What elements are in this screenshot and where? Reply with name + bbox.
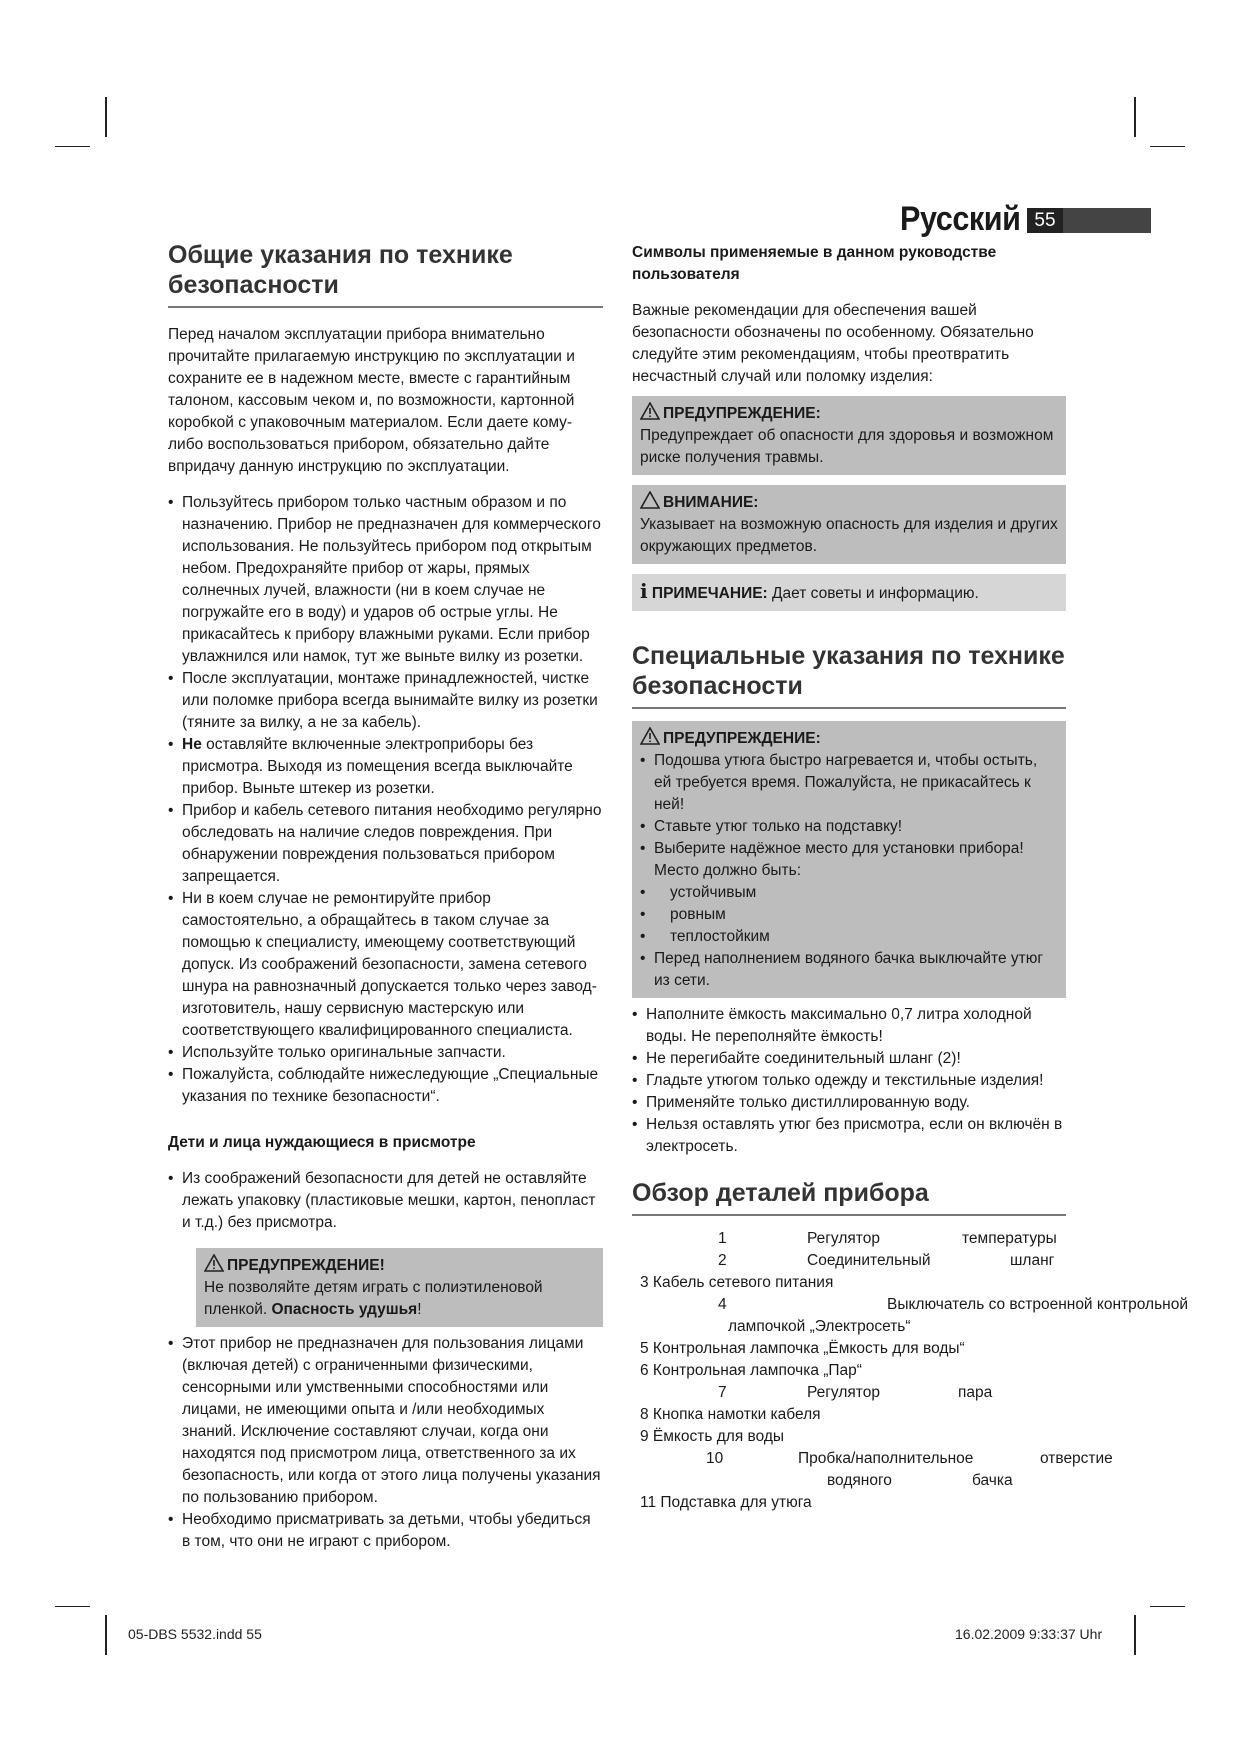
list-item: • Используйте только оригинальные запчасти.	[168, 1042, 603, 1064]
warning-title: ПРЕДУПРЕЖДЕНИЕ:	[640, 402, 1058, 425]
crop-mark	[105, 1615, 107, 1655]
list-item: • Выберите надёжное место для установки прибора! Место должно быть:	[640, 838, 1058, 882]
part-2: 2 Соединительный шланг	[718, 1252, 1055, 1269]
crop-mark	[55, 146, 90, 147]
children-list-2	[168, 1333, 603, 1553]
caution-legend-box	[632, 485, 1066, 564]
crop-mark	[1134, 1615, 1136, 1655]
list-item: • Пожалуйста, соблюдайте нижеследующие „Специальные указания по технике безопасности“.	[168, 1064, 603, 1108]
list-item: • Не оставляйте включенные электроприборы без присмотра. Выходя из помещения всегда выключайте прибор. Выньте штекер из розетки.	[168, 734, 603, 800]
list-item: • теплостойким	[640, 926, 1058, 948]
caution-triangle-icon	[640, 491, 660, 509]
list-item: • Подошва утюга быстро нагревается и, чтобы остыть, ей требуется время. Пожалуйста, не прикасайтесь к ней!	[640, 750, 1058, 816]
part-3: 3 Кабель сетевого питания	[640, 1274, 834, 1291]
list-item: • Гладьте утюгом только одежду и текстильные изделия!	[632, 1070, 1066, 1092]
special-safety-title: Специальные указания по технике безопасности	[632, 641, 1066, 709]
part-7: 7 Регулятор пара	[718, 1384, 993, 1401]
intro-paragraph: Перед началом эксплуатации прибора внимательно прочитайте прилагаемую инструкцию по эксплуатации и сохраните ее в надежном месте, вместе с гарантийным талоном, кассовым чеком и, по возможности, картонной коробкой с упаковочным материалом. Если даете кому-либо воспользоваться прибором, обязательно дайте впридачу данную инструкцию по эксплуатации.	[168, 326, 575, 475]
children-list	[168, 1168, 603, 1234]
warning-triangle-icon	[640, 402, 660, 420]
special-warning-list-end	[640, 948, 1058, 992]
crop-mark	[1150, 1606, 1185, 1607]
list-item: • Не перегибайте соединительный шланг (2)!	[632, 1048, 1066, 1070]
note-legend-box	[632, 574, 1066, 611]
list-item: • Этот прибор не предназначен для пользования лицами (включая детей) с ограниченными физическими, сенсорными или умственными способностями или лицами, не имеющими опыта и /или необходимых знаний. Исключение составляют случаи, когда они находятся под присмотром лица, ответственного за их безопасность, или когда от этого лица получены указания по пользованию прибором.	[168, 1333, 603, 1509]
part-1: 1 Регулятор температуры	[718, 1230, 1057, 1247]
crop-mark	[1134, 97, 1136, 137]
part-5: 5 Контрольная лампочка „Ёмкость для воды“	[640, 1340, 965, 1357]
symbols-intro: Важные рекомендации для обеспечения вашей безопасности обозначены по особенному. Обязательно следуйте этим рекомендациям, чтобы преотвратить несчастный случай или поломку изделия:	[632, 302, 1034, 385]
list-item: • Из соображений безопасности для детей не оставляйте лежать упаковку (пластиковые мешки, картон, пенопласт и т.д.) без присмотра.	[168, 1168, 603, 1234]
list-item: • Необходимо присматривать за детьми, чтобы убедиться в том, что они не играют с прибором.	[168, 1509, 603, 1553]
children-title: Дети и лица нуждающиеся в присмотре	[168, 1134, 476, 1151]
general-safety-title: Общие указания по технике безопасности	[168, 240, 603, 308]
place-requirements-list	[640, 882, 1058, 948]
left-column	[168, 240, 603, 1553]
part-4-cont: лампочкой „Электросеть“	[728, 1318, 911, 1335]
list-item: • Пользуйтесь прибором только частным образом и по назначению. Прибор не предназначен для коммерческого использования. Не пользуйтесь прибором под открытым небом. Предохраняйте прибор от жары, прямых солнечных лучей, влажности (ни в коем случае не погружайте его в воду) и ударов об острые углы. Не прикасайтесь к прибору влажными руками. Если прибор увлажнился или намок, тут же выньте вилку из розетки.	[168, 492, 603, 668]
list-item: • После эксплуатации, монтаже принадлежностей, чистке или поломке прибора всегда вынимайте вилку из розетки (тяните за вилку, а не за кабель).	[168, 668, 603, 734]
parts-list	[632, 1228, 1188, 1518]
safety-list	[168, 492, 603, 1108]
crop-mark	[1150, 146, 1185, 147]
part-10-cont: водяного бачка	[827, 1472, 1013, 1489]
warning-title: ПРЕДУПРЕЖДЕНИЕ:	[640, 727, 1058, 750]
overview-title: Обзор деталей прибора	[632, 1178, 1066, 1216]
note-text: Дает советы и информацию.	[772, 585, 979, 602]
crop-mark	[55, 1606, 90, 1607]
page-number: 55	[1027, 208, 1063, 233]
list-item: • ровным	[640, 904, 1058, 926]
footer-file: 05-DBS 5532.indd 55	[128, 1626, 262, 1642]
part-8: 8 Кнопка намотки кабеля	[640, 1406, 821, 1423]
list-item: • Перед наполнением водяного бачка выключайте утюг из сети.	[640, 948, 1058, 992]
symbols-title: Символы применяемые в данном руководстве пользователя	[632, 244, 997, 283]
warning-text: Не позволяйте детям играть с полиэтиленовой пленкой. Опасность удушья!	[204, 1279, 543, 1318]
crop-mark	[105, 97, 107, 137]
warning-triangle-icon	[640, 727, 660, 745]
warning-triangle-icon	[204, 1254, 224, 1272]
caution-title: ВНИМАНИЕ:	[640, 491, 1058, 514]
part-6: 6 Контрольная лампочка „Пар“	[640, 1362, 862, 1379]
footer-date: 16.02.2009 9:33:37 Uhr	[955, 1626, 1103, 1642]
warning-legend-box	[632, 396, 1066, 475]
list-item: • Наполните ёмкость максимально 0,7 литра холодной воды. Не переполняйте ёмкость!	[632, 1004, 1066, 1048]
list-item: • Ни в коем случае не ремонтируйте прибор самостоятельно, а обращайтесь в таком случае за помощью к специалисту, имеющему соответствующий допуск. Из соображений безопасности, замена сетевого шнура на равнозначный допускается только через завод-изготовитель, нашу сервисную мастерскую или соответствующего квалифицированного специалиста.	[168, 888, 603, 1042]
right-column	[632, 242, 1188, 1518]
part-11: 11 Подставка для утюга	[640, 1494, 812, 1511]
header-bar	[1063, 208, 1151, 233]
caution-legend-text: Указывает на возможную опасность для изделия и других окружающих предметов.	[640, 516, 1058, 555]
part-10: 10 Пробка/наполнительное отверстие	[706, 1450, 1113, 1467]
list-item: • Прибор и кабель сетевого питания необходимо регулярно обследовать на наличие следов повреждения. При обнаружении повреждения пользоваться прибором запрещается.	[168, 800, 603, 888]
part-4: 4 Выключатель со встроенной контрольной	[718, 1296, 1188, 1313]
warning-title: ПРЕДУПРЕЖДЕНИЕ!	[204, 1254, 595, 1277]
part-9: 9 Ёмкость для воды	[640, 1428, 785, 1445]
special-warning-list	[640, 750, 1058, 882]
info-icon: i	[640, 579, 648, 603]
usage-list	[632, 1004, 1066, 1158]
language-header: Русский	[900, 200, 1021, 238]
special-warning-box	[632, 721, 1066, 998]
list-item: • Нельзя оставлять утюг без присмотра, если он включён в электросеть.	[632, 1114, 1066, 1158]
list-item: • Применяйте только дистиллированную воду.	[632, 1092, 1066, 1114]
children-warning-box	[196, 1248, 603, 1327]
warning-legend-text: Предупреждает об опасности для здоровья и возможном риске получения травмы.	[640, 427, 1054, 466]
note-title: ПРИМЕЧАНИЕ:	[651, 585, 768, 602]
list-item: • устойчивым	[640, 882, 1058, 904]
list-item: • Ставьте утюг только на подставку!	[640, 816, 1058, 838]
